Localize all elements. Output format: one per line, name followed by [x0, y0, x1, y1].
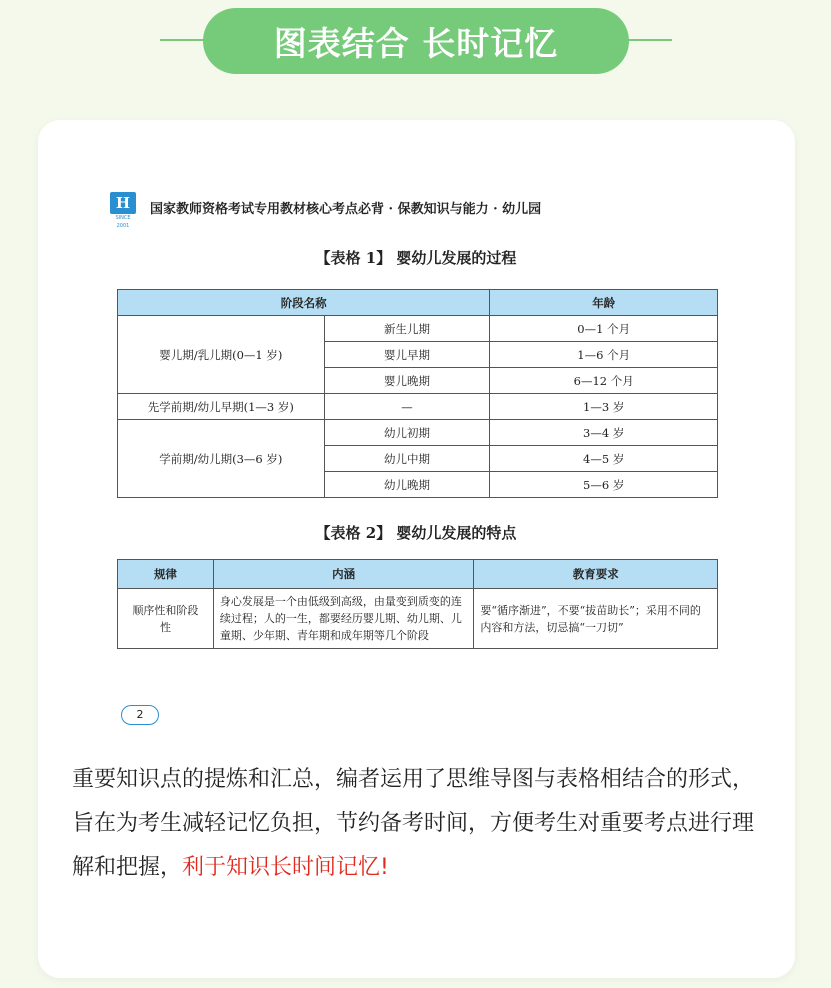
- table1-age: 1—6 个月: [490, 342, 718, 368]
- table1-age: 0—1 个月: [490, 316, 718, 342]
- banner-title: 图表结合 长时记忆: [203, 8, 629, 74]
- table1-sub: 幼儿初期: [324, 420, 490, 446]
- description: [72, 758, 762, 890]
- description-highlight: 利于知识长时间记忆!: [182, 855, 389, 880]
- table2-requirement: 要“循序渐进”，不要“拔苗助长”；采用不同的内容和方法，切忌搞“一刀切”: [474, 589, 718, 649]
- page-number: 2: [121, 705, 159, 725]
- table2-header-requirement: 教育要求: [474, 560, 718, 589]
- table1-sub: 婴儿晚期: [324, 368, 490, 394]
- publisher-logo: H SINCE 2001: [110, 192, 136, 222]
- table2: [117, 559, 718, 649]
- table1-sub: 幼儿中期: [324, 446, 490, 472]
- table1-stage: 学前期/幼儿期(3—6 岁): [118, 420, 325, 498]
- table1-stage: 婴儿期/乳儿期(0—1 岁): [118, 316, 325, 394]
- table1-age: 4—5 岁: [490, 446, 718, 472]
- table2-content: 身心发展是一个由低级到高级，由量变到质变的连续过程；人的一生，都要经历婴儿期、幼儿期、儿童期、少年期、青年期和成年期等几个阶段: [213, 589, 474, 649]
- table2-rule: 顺序性和阶段性: [118, 589, 214, 649]
- page-header-text: 国家教师资格考试专用教材核心考点必背 · 保教知识与能力 · 幼儿园: [150, 201, 542, 217]
- table1-sub: —: [324, 394, 490, 420]
- table1-age: 5—6 岁: [490, 472, 718, 498]
- page-header: [110, 185, 722, 229]
- table1-title: 【表格 1】 婴幼儿发展的过程: [315, 249, 517, 267]
- description-text: 重要知识点的提炼和汇总，编者运用了思维导图与表格相结合的形式，旨在为考生减轻记忆负担，节约备考时间，方便考生对重要考点进行理解和把握，: [72, 767, 755, 880]
- table1: [117, 289, 718, 498]
- table1-sub: 幼儿晚期: [324, 472, 490, 498]
- table1-age: 1—3 岁: [490, 394, 718, 420]
- table2-title: 【表格 2】 婴幼儿发展的特点: [315, 524, 517, 542]
- table1-header-age: 年龄: [490, 290, 718, 316]
- table2-header-content: 内涵: [213, 560, 474, 589]
- table1-sub: 新生儿期: [324, 316, 490, 342]
- table1-age: 6—12 个月: [490, 368, 718, 394]
- banner-line-right: [622, 39, 672, 41]
- table1-age: 3—4 岁: [490, 420, 718, 446]
- table2-header-rule: 规律: [118, 560, 214, 589]
- table1-sub: 婴儿早期: [324, 342, 490, 368]
- table1-stage: 先学前期/幼儿早期(1—3 岁): [118, 394, 325, 420]
- table1-header-stage: 阶段名称: [118, 290, 490, 316]
